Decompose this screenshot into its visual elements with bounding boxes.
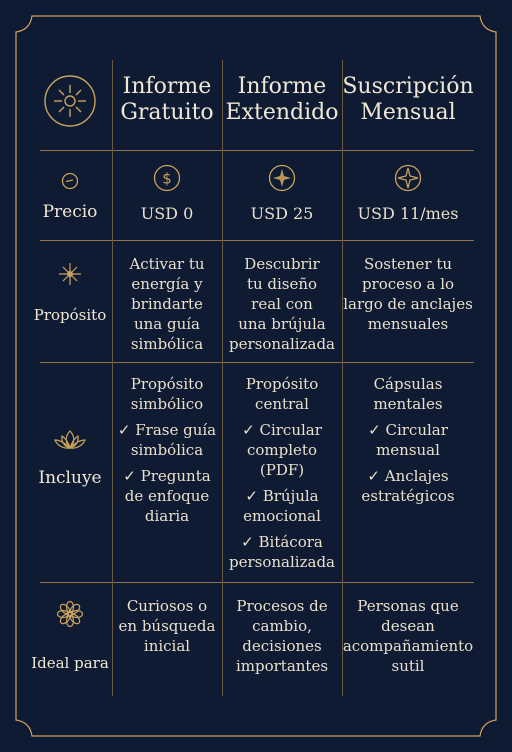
text-line: de enfoque — [124, 487, 210, 505]
text-line: (PDF) — [259, 461, 305, 479]
text-line: Pregunta — [140, 467, 211, 485]
text-line: Anclajes — [384, 467, 449, 485]
text-line: simbólico — [130, 395, 204, 413]
incluye-label-cell — [28, 362, 112, 582]
text-line: largo de anclajes — [343, 295, 473, 313]
text-line: decisiones — [242, 637, 322, 655]
check-icon: ✓ — [368, 421, 381, 439]
include-item — [368, 420, 448, 460]
text-line: sutil — [391, 657, 425, 675]
check-icon: ✓ — [367, 467, 380, 485]
text-line: simbólica — [130, 441, 204, 459]
check-icon: ✓ — [123, 467, 136, 485]
text-line: Frase guía — [135, 421, 217, 439]
check-icon: ✓ — [241, 533, 254, 551]
ideal-cell — [222, 582, 342, 706]
proposito-cell — [222, 240, 342, 362]
text-line: Propósito — [130, 375, 204, 393]
header-row — [28, 52, 474, 150]
text-line: energía y — [131, 275, 203, 293]
text-line: emocional — [243, 507, 321, 525]
text-line: Activar tu — [129, 255, 205, 273]
svg-text:$: $ — [162, 169, 172, 188]
header-line: Informe — [122, 74, 212, 99]
text-line: Sostener tu — [363, 255, 453, 273]
text-line: estratégicos — [361, 487, 455, 505]
row-label: Incluye — [38, 468, 102, 488]
header-line: Suscripción — [342, 74, 474, 99]
dollar-coin-icon — [153, 164, 181, 192]
text-line: Brújula — [262, 487, 319, 505]
proposito-label-cell — [28, 240, 112, 362]
text-line: Descubrir — [244, 255, 320, 273]
text-line: cambio, — [252, 617, 312, 635]
proposito-cell — [342, 240, 474, 362]
sun-logo-icon — [42, 73, 98, 129]
text-line: una guía — [133, 315, 201, 333]
precio-cell — [222, 150, 342, 240]
text-line: Curiosos o — [126, 597, 208, 615]
text-line: una brújula — [238, 315, 326, 333]
logo-cell — [28, 52, 112, 150]
header-line: Mensual — [360, 100, 456, 125]
check-icon: ✓ — [245, 487, 258, 505]
text-line: en búsqueda — [118, 617, 216, 635]
text-line: mentales — [373, 395, 443, 413]
proposito-cell — [112, 240, 222, 362]
include-item — [229, 532, 335, 572]
include-item — [361, 466, 454, 506]
lotus-icon — [54, 428, 86, 450]
ideal-cell — [112, 582, 222, 706]
text-line: brindarte — [131, 295, 203, 313]
precio-label-cell — [28, 150, 112, 240]
text-line: mensuales — [367, 315, 449, 333]
text-line: tu diseño — [246, 275, 318, 293]
ideal-row — [28, 582, 474, 706]
incluye-row — [28, 362, 474, 582]
text-line: simbólica — [130, 335, 204, 353]
check-icon: ✓ — [242, 421, 255, 439]
row-label: Propósito — [33, 306, 107, 324]
text-line: Propósito — [245, 375, 319, 393]
text-line: Bitácora — [258, 533, 323, 551]
row-label: Precio — [42, 202, 98, 222]
header-line: Informe — [237, 74, 327, 99]
text-line: mensual — [376, 441, 440, 459]
header-line: Gratuito — [120, 100, 214, 125]
clock-icon — [61, 172, 79, 190]
precio-cell — [112, 150, 222, 240]
text-line: Circular — [259, 421, 322, 439]
text-line: Procesos de — [236, 597, 328, 615]
header-suscripcion-mensual — [342, 52, 474, 150]
ideal-cell — [342, 582, 474, 706]
check-icon: ✓ — [117, 421, 131, 439]
price-value: USD 0 — [140, 204, 194, 223]
include-item — [123, 466, 210, 526]
incluye-cell — [222, 362, 342, 582]
text-line: diaria — [144, 507, 190, 525]
star-compass-icon — [394, 164, 422, 192]
comparison-table — [28, 52, 474, 706]
include-item — [243, 486, 321, 526]
sparkle-icon — [58, 262, 82, 286]
flower-icon — [56, 600, 84, 628]
precio-cell — [342, 150, 474, 240]
header-line: Extendido — [225, 100, 339, 125]
text-line: importantes — [235, 657, 329, 675]
text-line: inicial — [143, 637, 191, 655]
include-item — [118, 420, 216, 460]
header-informe-gratuito — [112, 52, 222, 150]
text-line: personalizada — [229, 553, 335, 571]
incluye-cell — [112, 362, 222, 582]
include-item — [242, 420, 322, 480]
text-line: Circular — [385, 421, 448, 439]
text-line: personalizada — [229, 335, 335, 353]
text-line: desean — [381, 617, 435, 635]
text-line: central — [255, 395, 309, 413]
proposito-row — [28, 240, 474, 362]
text-line: real con — [251, 295, 313, 313]
text-line: Personas que — [357, 597, 459, 615]
incluye-cell — [342, 362, 474, 582]
ideal-label-cell — [28, 582, 112, 706]
compass-icon — [268, 164, 296, 192]
header-informe-extendido — [222, 52, 342, 150]
text-line: proceso a lo — [361, 275, 455, 293]
price-value: USD 11/mes — [357, 204, 459, 223]
text-line: completo — [247, 441, 317, 459]
text-line: acompañamiento — [342, 637, 474, 655]
text-line: Cápsulas — [373, 375, 443, 393]
precio-row — [28, 150, 474, 240]
price-value: USD 25 — [250, 204, 314, 223]
row-label: Ideal para — [31, 654, 109, 672]
